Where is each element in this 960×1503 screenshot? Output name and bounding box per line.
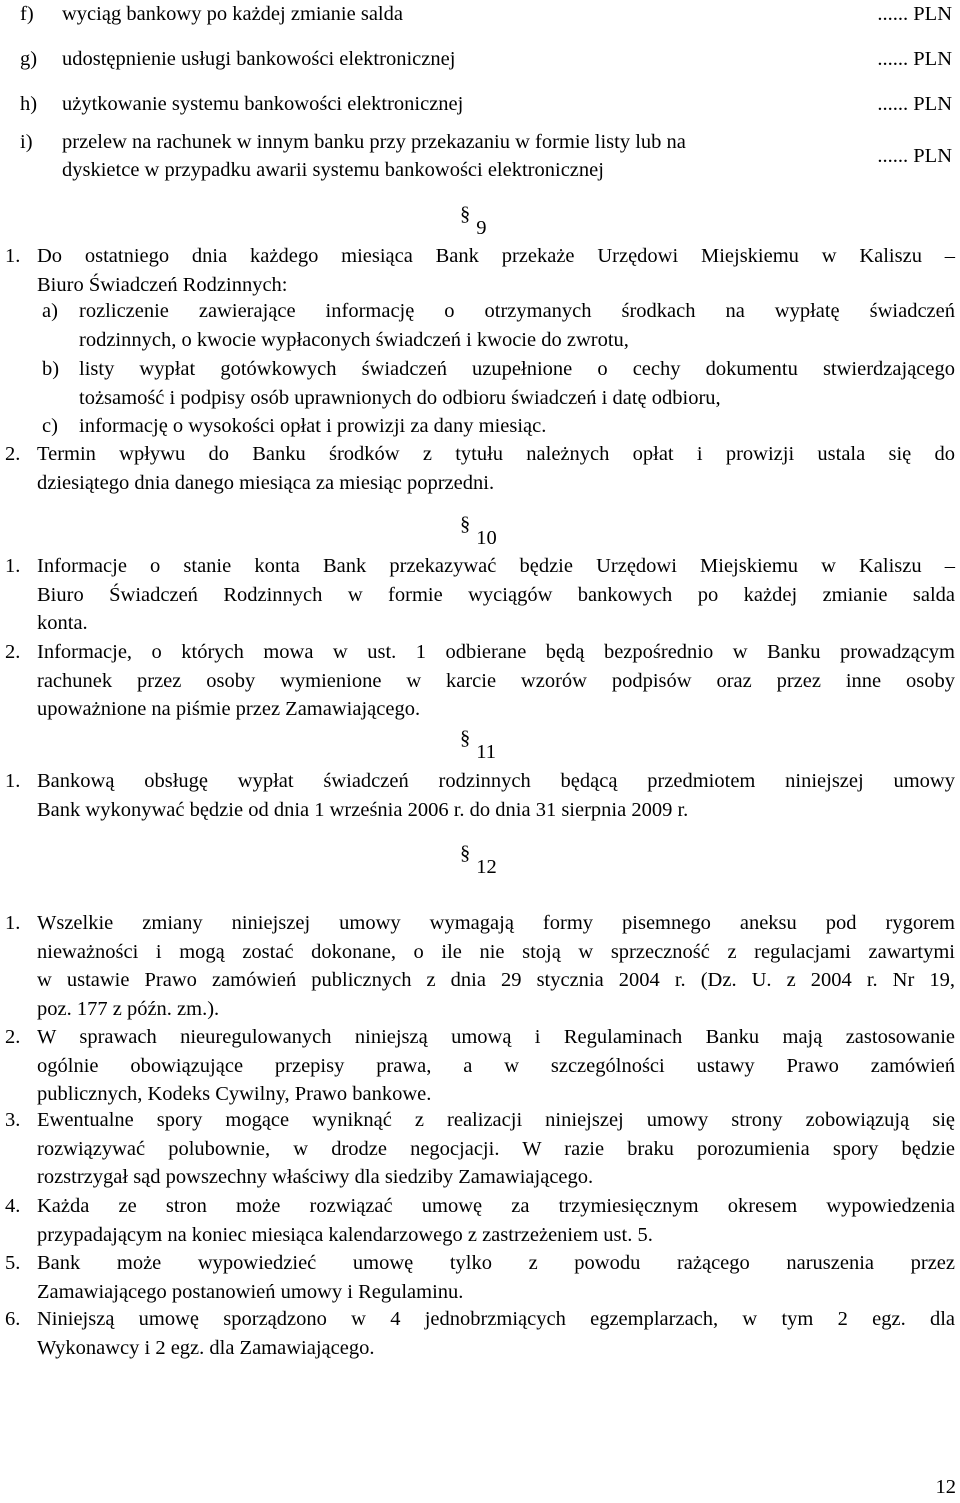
text-line: Biuro Świadczeń Rodzinnych w formie wyciągów bankowych po każdej zmianie salda (37, 583, 955, 606)
section-heading (460, 513, 497, 553)
sub-item (42, 297, 955, 354)
paragraph-number: 4. (5, 1195, 21, 1217)
sub-item (42, 355, 955, 412)
section-sign: § (460, 513, 471, 535)
text-line: W sprawach nieuregulowanych niniejszą umową i Regulaminach Banku mają zastosowanie (37, 1026, 955, 1048)
paragraph-number: 6. (5, 1308, 21, 1330)
fee-label-line: dyskietce w przypadku awarii systemu bankowości elektronicznej (62, 159, 604, 181)
paragraph-text (37, 1023, 955, 1109)
text-line: rozwiązywać polubownie, w drodze negocjacji. W razie braku porozumienia spory będzie (37, 1137, 955, 1160)
text-line: listy wypłat gotówkowych świadczeń uzupełnione o cechy dokumentu stwierdzającego (79, 358, 955, 380)
text-line: Bank może wypowiedzieć umowę tylko z powodu rażącego naruszenia przez (37, 1252, 955, 1274)
text-line: Informacje o stanie konta Bank przekazywać będzie Urzędowi Miejskiemu w Kaliszu – (37, 555, 955, 577)
fee-item-h (20, 90, 952, 119)
paragraph (5, 242, 955, 299)
fee-letter: i) (20, 131, 33, 153)
sub-item-letter: a) (42, 300, 58, 322)
paragraph (5, 638, 955, 724)
paragraph-number: 5. (5, 1252, 21, 1274)
paragraph (5, 552, 955, 638)
text-line: w ustawie Prawo zamówień publicznych z dnia 29 stycznia 2004 r. (Dz. U. z 2004 r. Nr 19, (37, 969, 955, 991)
text-line: informację o wysokości opłat i prowizji za dany miesiąc. (79, 415, 547, 437)
paragraph-text (37, 242, 955, 299)
fee-value: ...... PLN (877, 48, 952, 70)
paragraph-number: 2. (5, 1026, 21, 1048)
section-sign: § (460, 203, 471, 225)
sub-item-text (79, 412, 955, 441)
paragraph (5, 1249, 955, 1306)
fee-letter: g) (20, 48, 38, 70)
text-line: rozstrzygał sąd powszechny właściwy dla siedziby Zamawiającego. (37, 1166, 594, 1188)
fee-label: udostępnienie usługi bankowości elektronicznej (62, 48, 456, 71)
paragraph-text (37, 1106, 955, 1192)
paragraph (5, 440, 955, 497)
paragraph-text (37, 767, 955, 824)
paragraph-text (37, 1192, 955, 1249)
paragraph (5, 909, 955, 1023)
text-line: Informacje, o których mowa w ust. 1 odbierane będą bezpośrednio w Banku prowadzącym (37, 641, 955, 663)
paragraph-text (37, 1249, 955, 1306)
text-line: przypadającym na koniec miesiąca kalendarzowego z zastrzeżeniem ust. 5. (37, 1223, 653, 1246)
paragraph-number: 1. (5, 912, 21, 934)
paragraph-text (37, 552, 955, 638)
paragraph-number: 1. (5, 245, 21, 267)
sub-item-letter: c) (42, 415, 58, 437)
paragraph (5, 1106, 955, 1192)
paragraph (5, 1192, 955, 1249)
paragraph (5, 767, 955, 824)
text-line: konta. (37, 612, 88, 634)
fee-label-line: przelew na rachunek w innym banku przy przekazaniu w formie listy lub na (62, 131, 686, 153)
text-line: rachunek przez osoby wymienione w karcie wzorów podpisów oraz przez inne osoby (37, 669, 955, 692)
text-line: Bank wykonywać będzie od dnia 1 września 2006 r. do dnia 31 sierpnia 2009 r. (37, 798, 689, 821)
sub-item-text (79, 355, 955, 412)
fee-value: ...... PLN (877, 93, 952, 115)
paragraph-number: 2. (5, 641, 21, 663)
text-line: Wszelkie zmiany niniejszej umowy wymagają formy pisemnego aneksu pod rygorem (37, 912, 955, 934)
paragraph-text (37, 638, 955, 724)
text-line: poz. 177 z późn. zm.). (37, 997, 220, 1020)
text-line: Biuro Świadczeń Rodzinnych: (37, 273, 288, 296)
fee-label (62, 128, 847, 184)
section-heading (460, 727, 496, 767)
sub-item-letter: b) (42, 358, 60, 380)
paragraph-text (37, 909, 955, 1023)
text-line: Termin wpływu do Banku środków z tytułu należnych opłat i prowizji ustala się do (37, 443, 955, 465)
text-line: dziesiątego dnia danego miesiąca za miesiąc poprzedni. (37, 471, 495, 494)
paragraph (5, 1023, 955, 1109)
paragraph-text (37, 440, 955, 497)
sub-item (42, 412, 955, 441)
paragraph-number: 3. (5, 1109, 21, 1131)
section-number: 10 (476, 527, 497, 549)
paragraph-number: 1. (5, 555, 21, 577)
fee-item-i (20, 128, 952, 184)
text-line: Bankową obsługę wypłat świadczeń rodzinnych będącą przedmiotem niniejszej umowy (37, 770, 955, 792)
text-line: rozliczenie zawierające informację o otrzymanych środkach na wypłatę świadczeń (79, 300, 955, 322)
section-heading (460, 842, 497, 882)
section-number: 12 (476, 856, 497, 878)
fee-item-g (20, 45, 952, 74)
text-line: rodzinnych, o kwocie wypłaconych świadczeń i kwocie do zwrotu, (79, 328, 629, 351)
fee-label: wyciąg bankowy po każdej zmianie salda (62, 3, 403, 26)
paragraph-number: 2. (5, 443, 21, 465)
paragraph-text (37, 1305, 955, 1362)
fee-value: ...... PLN (877, 144, 952, 167)
page-number: 12 (935, 1475, 956, 1498)
fee-item-f (20, 0, 952, 29)
text-line: Niniejszą umowę sporządzono w 4 jednobrzmiących egzemplarzach, w tym 2 egz. dla (37, 1308, 955, 1330)
text-line: nieważności i mogą zostać dokonane, o ile nie stoją w sprzeczność z regulacjami zawartymi (37, 940, 955, 963)
sub-item-text (79, 297, 955, 354)
section-number: 9 (476, 217, 487, 239)
text-line: Do ostatniego dnia każdego miesiąca Bank przekaże Urzędowi Miejskiemu w Kaliszu – (37, 245, 955, 267)
section-heading (460, 203, 487, 243)
fee-letter: f) (20, 3, 34, 25)
paragraph-number: 1. (5, 770, 21, 792)
section-sign: § (460, 842, 471, 864)
section-sign: § (460, 727, 471, 749)
text-line: Wykonawcy i 2 egz. dla Zamawiającego. (37, 1336, 375, 1359)
text-line: Ewentualne spory mogące wyniknąć z realizacji niniejszej umowy strony zobowiązują się (37, 1109, 955, 1131)
fee-value: ...... PLN (877, 3, 952, 25)
text-line: Zamawiającego postanowień umowy i Regulaminu. (37, 1280, 464, 1303)
fee-letter: h) (20, 93, 38, 115)
section-number: 11 (476, 741, 496, 763)
fee-label: użytkowanie systemu bankowości elektronicznej (62, 93, 464, 116)
text-line: Każda ze stron może rozwiązać umowę za trzymiesięcznym okresem wypowiedzenia (37, 1195, 955, 1217)
text-line: ogólnie obowiązujące przepisy prawa, a w szczególności ustawy Prawo zamówień (37, 1054, 955, 1077)
text-line: upoważnione na piśmie przez Zamawiającego. (37, 698, 421, 720)
text-line: tożsamość i podpisy osób uprawnionych do odbioru świadczeń i datę odbioru, (79, 386, 721, 409)
paragraph (5, 1305, 955, 1362)
text-line: publicznych, Kodeks Cywilny, Prawo bankowe. (37, 1083, 432, 1105)
